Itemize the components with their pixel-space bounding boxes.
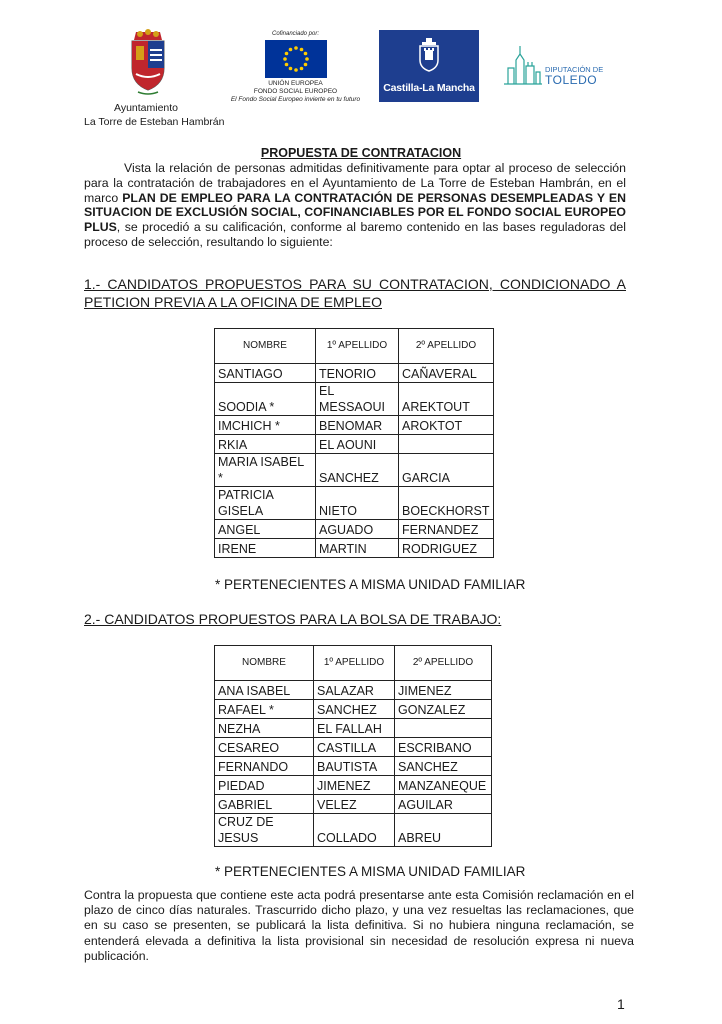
cell-apellido1: MARTIN bbox=[316, 539, 399, 558]
table-row bbox=[215, 681, 492, 700]
eu-fund-logo bbox=[228, 30, 363, 104]
intro-paragraph bbox=[84, 161, 626, 250]
intro-part2: , se procedió a su calificación, conforme al baremo contenido en las bases reguladoras del proceso de selección, resultando lo siguiente: bbox=[84, 220, 626, 249]
cell-apellido2 bbox=[399, 435, 494, 454]
cell-nombre: CESAREO bbox=[215, 738, 314, 757]
column-header-nombre: NOMBRE bbox=[215, 646, 314, 681]
column-header-apellido1: 1º APELLIDO bbox=[316, 329, 399, 364]
table-row bbox=[215, 454, 494, 487]
municipal-coat-of-arms-icon bbox=[126, 28, 170, 98]
column-header-nombre: NOMBRE bbox=[215, 329, 316, 364]
column-header-apellido2: 2º APELLIDO bbox=[395, 646, 492, 681]
table-row bbox=[215, 416, 494, 435]
cell-nombre: GABRIEL bbox=[215, 795, 314, 814]
table-row bbox=[215, 487, 494, 520]
cell-nombre: CRUZ DE JESUS bbox=[215, 814, 314, 847]
clm-name: Castilla-La Mancha bbox=[383, 82, 475, 94]
cell-apellido2: RODRIGUEZ bbox=[399, 539, 494, 558]
page-number: 1 bbox=[617, 996, 625, 1012]
table-row bbox=[215, 814, 492, 847]
cell-apellido2: AREKTOUT bbox=[399, 383, 494, 416]
diputacion-toledo-logo bbox=[500, 40, 610, 90]
table-row bbox=[215, 795, 492, 814]
table-row bbox=[215, 738, 492, 757]
document-title: PROPUESTA DE CONTRATACION bbox=[260, 146, 462, 160]
cell-apellido1: NIETO bbox=[316, 487, 399, 520]
cell-nombre: SANTIAGO bbox=[215, 364, 316, 383]
castle-crest-icon bbox=[417, 38, 441, 72]
cell-apellido1: AGUADO bbox=[316, 520, 399, 539]
cell-nombre: RAFAEL * bbox=[215, 700, 314, 719]
cell-apellido1: EL MESSAOUI bbox=[316, 383, 399, 416]
cell-apellido1: SANCHEZ bbox=[316, 454, 399, 487]
cell-apellido1: CASTILLA bbox=[314, 738, 395, 757]
eu-fund-label: FONDO SOCIAL EUROPEO bbox=[253, 88, 338, 95]
dip-line1: DIPUTACIÓN DE bbox=[545, 65, 604, 74]
cell-apellido2: FERNANDEZ bbox=[399, 520, 494, 539]
section1-heading: 1.- CANDIDATOS PROPUESTOS PARA SU CONTRATACION, CONDICIONADO A PETICION PREVIA A LA OFICINA DE EMPLEO bbox=[84, 276, 626, 310]
eu-motto: El Fondo Social Europeo invierte en tu futuro bbox=[230, 96, 361, 103]
municipality-line1: Ayuntamiento bbox=[114, 102, 179, 114]
toledo-skyline-icon bbox=[500, 40, 546, 90]
cell-apellido1: EL AOUNI bbox=[316, 435, 399, 454]
table-row bbox=[215, 383, 494, 416]
cell-apellido1: SALAZAR bbox=[314, 681, 395, 700]
table-row bbox=[215, 776, 492, 795]
table-row bbox=[215, 435, 494, 454]
cell-apellido2: GONZALEZ bbox=[395, 700, 492, 719]
table-row bbox=[215, 757, 492, 776]
cell-apellido2: GARCIA bbox=[399, 454, 494, 487]
section2-candidates-table bbox=[214, 645, 492, 847]
section1-candidates-table bbox=[214, 328, 494, 558]
cell-nombre: PATRICIA GISELA bbox=[215, 487, 316, 520]
cell-nombre: ANGEL bbox=[215, 520, 316, 539]
section1-family-note: * PERTENECIENTES A MISMA UNIDAD FAMILIAR bbox=[215, 577, 526, 592]
cell-apellido2: CAÑAVERAL bbox=[399, 364, 494, 383]
cell-apellido2: MANZANEQUE bbox=[395, 776, 492, 795]
dip-line2: TOLEDO bbox=[545, 73, 598, 87]
intro-plan-name: PLAN DE EMPLEO PARA LA CONTRATACIÓN DE PERSONAS DESEMPLEADAS Y EN SITUACION DE EXCLUSIÓN SOCIAL, COFINANCIABLES POR EL FONDO SOCIAL EUROPEO PLUS bbox=[84, 190, 626, 235]
column-header-apellido1: 1º APELLIDO bbox=[314, 646, 395, 681]
section2-heading: 2.- CANDIDATOS PROPUESTOS PARA LA BOLSA DE TRABAJO: bbox=[84, 611, 502, 627]
table-row bbox=[215, 700, 492, 719]
cell-apellido1: BENOMAR bbox=[316, 416, 399, 435]
closing-paragraph: Contra la propuesta que contiene este acta podrá presentarse ante esta Comisión reclamación en el plazo de cinco días naturales. Trascurrido dicho plazo, y una vez resueltas las reclamaciones, que en su caso se presenten, se publicará la lista definitiva. Si no hubiera ninguna reclamación, se entenderá elevada a definitiva la lista provisional sin necesidad de resolución expresa ni nueva publicación. bbox=[84, 888, 634, 963]
cell-nombre: RKIA bbox=[215, 435, 316, 454]
cell-nombre: IRENE bbox=[215, 539, 316, 558]
intro-part1: Vista la relación de personas admitidas definitivamente para optar al proceso de selección para la contratación de trabajadores en el Ayuntamiento de La Torre de Esteban Hambrán, en el marco bbox=[84, 161, 626, 205]
cell-apellido1: SANCHEZ bbox=[314, 700, 395, 719]
cell-nombre: MARIA ISABEL * bbox=[215, 454, 316, 487]
section2-family-note: * PERTENECIENTES A MISMA UNIDAD FAMILIAR bbox=[215, 864, 526, 879]
cell-nombre: SOODIA * bbox=[215, 383, 316, 416]
cell-nombre: PIEDAD bbox=[215, 776, 314, 795]
cell-apellido2: JIMENEZ bbox=[395, 681, 492, 700]
cell-apellido1: BAUTISTA bbox=[314, 757, 395, 776]
table-row bbox=[215, 364, 494, 383]
cell-apellido2: AGUILAR bbox=[395, 795, 492, 814]
table-row bbox=[215, 539, 494, 558]
cell-apellido2: ABREU bbox=[395, 814, 492, 847]
municipality-name bbox=[84, 101, 224, 129]
table-row bbox=[215, 719, 492, 738]
cell-apellido2 bbox=[395, 719, 492, 738]
table-row bbox=[215, 520, 494, 539]
municipality-line2: La Torre de Esteban Hambrán bbox=[84, 116, 225, 128]
cell-apellido2: SANCHEZ bbox=[395, 757, 492, 776]
castilla-la-mancha-logo bbox=[379, 30, 479, 102]
eu-union-label: UNIÓN EUROPEA bbox=[268, 80, 323, 87]
cell-nombre: NEZHA bbox=[215, 719, 314, 738]
cell-apellido1: EL FALLAH bbox=[314, 719, 395, 738]
eu-cofinanced-label: Cofinanciado por: bbox=[271, 31, 320, 37]
eu-flag-icon bbox=[265, 40, 327, 78]
cell-apellido1: COLLADO bbox=[314, 814, 395, 847]
cell-apellido1: TENORIO bbox=[316, 364, 399, 383]
cell-nombre: ANA ISABEL bbox=[215, 681, 314, 700]
cell-apellido2: ESCRIBANO bbox=[395, 738, 492, 757]
cell-nombre: FERNANDO bbox=[215, 757, 314, 776]
cell-nombre: IMCHICH * bbox=[215, 416, 316, 435]
cell-apellido1: JIMENEZ bbox=[314, 776, 395, 795]
cell-apellido2: BOECKHORST bbox=[399, 487, 494, 520]
column-header-apellido2: 2º APELLIDO bbox=[399, 329, 494, 364]
cell-apellido1: VELEZ bbox=[314, 795, 395, 814]
cell-apellido2: AROKTOT bbox=[399, 416, 494, 435]
